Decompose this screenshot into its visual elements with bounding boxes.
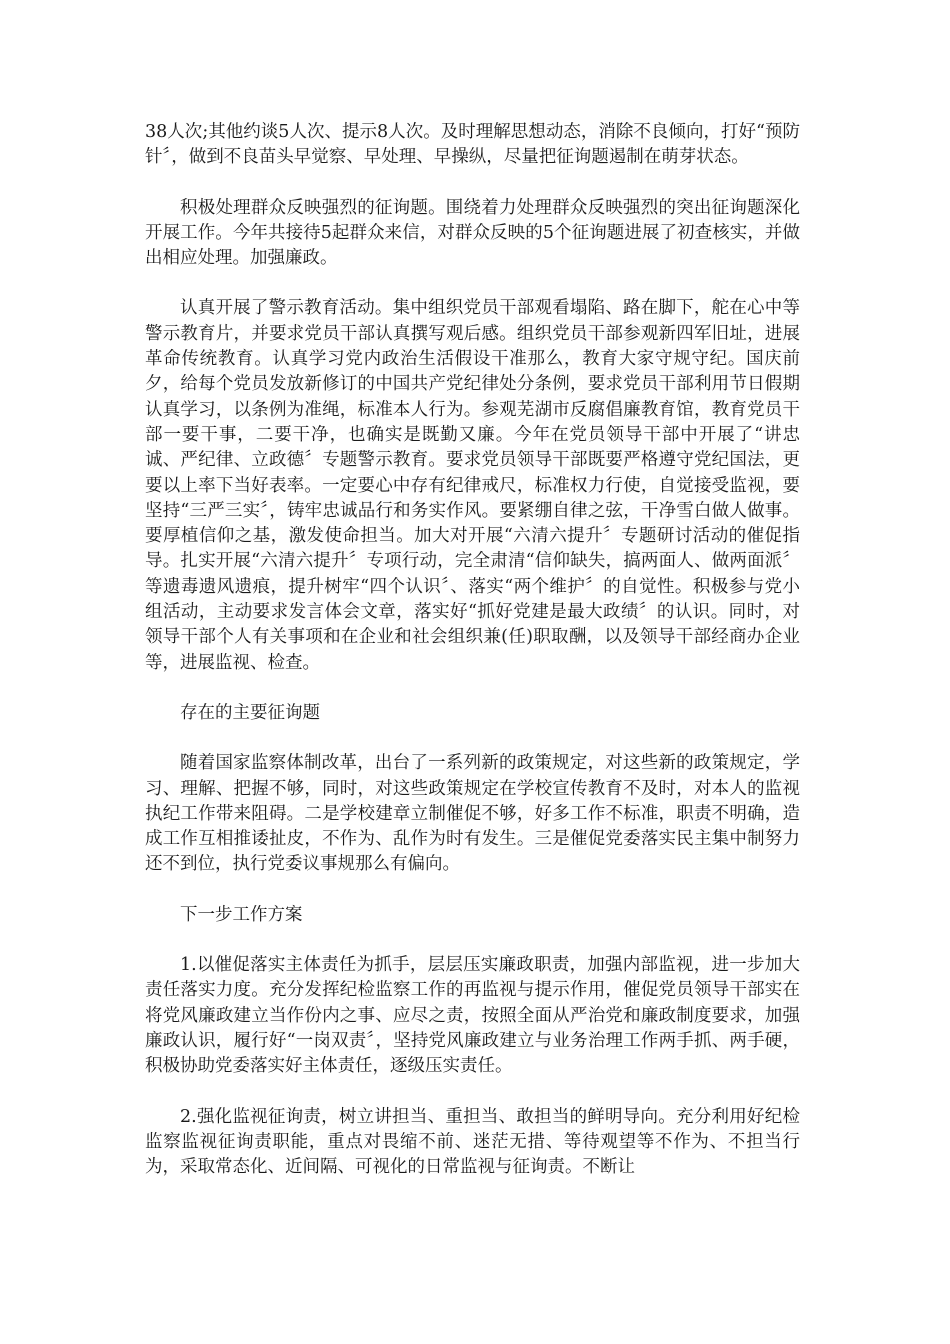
paragraph-plan-item-1: 1.以催促落实主体责任为抓手，层层压实廉政职责，加强内部监视，进一步加大责任落实力度。充分发挥纪检监察工作的再监视与提示作用，催促党员领导干部实在将党风廉政建立当作份内之事、应尽之责，按照全面从严治党和廉政制度要求，加强廉政认识，履行好“一岗双责〞，坚持党风廉政建立与业务治理工作两手抓、两手硬，积极协助党委落实好主体责任，逐级压实责任。 (145, 955, 800, 1077)
document-body (145, 120, 800, 1205)
paragraph-warning-education: 认真开展了警示教育活动。集中组织党员干部观看塌陷、路在脚下，舵在心中等警示教育片，并要求党员干部认真撰写观后感。组织党员干部参观新四军旧址，进展革命传统教育。认真学习党内政治生活假设干准那么，教育大家守规守纪。国庆前夕，给每个党员发放新修订的中国共产党纪律处分条例，要求党员干部利用节日假期认真学习，以条例为准绳，标准本人行为。参观芜湖市反腐倡廉教育馆，教育党员干部一要干事，二要干净，也确实是既勤又廉。今年在党员领导干部中开展了“讲忠诚、严纪律、立政德〞专题警示教育。要求党员领导干部既要严格遵守党纪国法，更要以上率下当好表率。一定要心中存有纪律戒尺，标准权力行使，自觉接受监视，要坚持“三严三实〞，铸牢忠诚品行和务实作风。要紧绷自律之弦，干净雪白做人做事。要厚植信仰之基，激发使命担当。加大对开展“六清六提升〞专题研讨活动的催促指导。扎实开展“六清六提升〞专项行动，完全肃清“信仰缺失，搞两面人、做两面派〞等遗毒遗风遗痕，提升树牢“四个认识〞、落实“两个维护〞的自觉性。积极参与党小组活动，主动要求发言体会文章，落实好“抓好党建是最大政绩〞的认识。同时，对领导干部个人有关事项和在企业和社会组织兼(任)职取酬，以及领导干部经商办企业等，进展监视、检查。 (145, 298, 800, 673)
paragraph-problems: 随着国家监察体制改革，出台了一系列新的政策规定，对这些新的政策规定，学习、理解、把握不够，同时，对这些政策规定在学校宣传教育不及时，对本人的监视执纪工作带来阻碍。二是学校建章立制催促不够，好多工作不标准，职责不明确，造成工作互相推诿扯皮，不作为、乱作为时有发生。三是催促党委落实民主集中制努力还不到位，执行党委议事规那么有偏向。 (145, 753, 800, 875)
paragraph-continuation: 38人次;其他约谈5人次、提示8人次。及时理解思想动态，消除不良倾向，打好“预防针〞，做到不良苗头早觉察、早处理、早操纵，尽量把征询题遏制在萌芽状态。 (145, 122, 800, 168)
paragraph-plan-item-2: 2.强化监视征询责，树立讲担当、重担当、敢担当的鲜明导向。充分利用好纪检监察监视征询责职能，重点对畏缩不前、迷茫无措、等待观望等不作为、不担当行为，采取常态化、近间隔、可视化的日常监视与征询责。不断让 (145, 1106, 800, 1178)
paragraph-public-complaints: 积极处理群众反映强烈的征询题。围绕着力处理群众反映强烈的突出征询题深化开展工作。今年共接待5起群众来信，对群众反映的5个征询题进展了初查核实，并做出相应处理。加强廉政。 (145, 197, 800, 269)
section-heading-main-problems: 存在的主要征询题 (180, 702, 320, 723)
section-heading-next-plan: 下一步工作方案 (180, 904, 303, 925)
